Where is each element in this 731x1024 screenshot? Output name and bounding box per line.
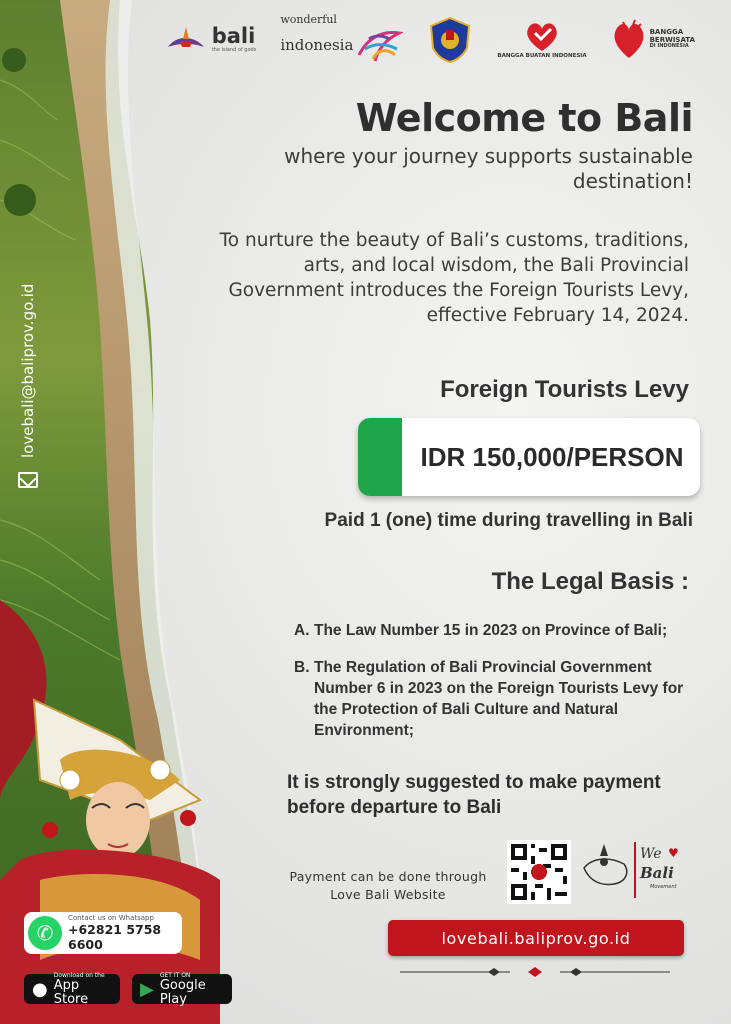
google-play-button[interactable] bbox=[132, 971, 232, 1007]
bali-logo-word: bali bbox=[211, 24, 256, 48]
bbwi-line-3: DI INDONESIA bbox=[649, 43, 689, 50]
levy-title: Foreign Tourists Levy bbox=[440, 376, 689, 403]
bbwi-line-2: BERWISATA bbox=[649, 35, 695, 44]
website-button[interactable]: lovebali.baliprov.go.id bbox=[388, 920, 684, 956]
logo-row bbox=[164, 14, 695, 65]
garuda-swirl-icon bbox=[355, 25, 403, 65]
intro-paragraph: To nurture the beauty of Bali’s customs, traditions, arts, and local wisdom, the Bali Provincial Government introduces the Foreign Tourists Levy, effective February 14, 2024. bbox=[219, 230, 689, 326]
play-icon: ▶ bbox=[140, 978, 154, 1000]
legal-marker: B. bbox=[294, 659, 310, 676]
price-amount: IDR 150,000/PERSON bbox=[420, 441, 684, 472]
divider-ornament bbox=[400, 964, 670, 980]
google-play-small: GET IT ON bbox=[159, 971, 191, 979]
payment-suggestion: It is strongly suggested to make payment before departure to Bali bbox=[287, 772, 661, 818]
payment-text: Payment can be done through Love Bali Website bbox=[289, 869, 487, 902]
legal-list bbox=[294, 620, 704, 757]
subline: where your journey supports sustainable destination! bbox=[284, 144, 693, 193]
whatsapp-number: +62821 5758 6600 bbox=[68, 922, 162, 952]
bbwi-logo bbox=[611, 18, 695, 62]
side-email[interactable] bbox=[16, 268, 40, 498]
wonderful-indonesia-logo bbox=[280, 14, 403, 65]
app-store-button[interactable] bbox=[24, 971, 120, 1007]
bali-logo-tag: the island of gods bbox=[211, 47, 257, 53]
province-emblem bbox=[427, 16, 473, 64]
legal-marker: A. bbox=[294, 622, 310, 639]
rice-terrace-image bbox=[0, 0, 220, 1024]
app-store-small: Download on the bbox=[53, 971, 105, 979]
webali-movement: Movement bbox=[650, 884, 677, 890]
wi-bottom-text: indonesia bbox=[280, 35, 354, 54]
mail-icon bbox=[18, 472, 38, 488]
price-accent-bar bbox=[358, 418, 402, 496]
bali-logo bbox=[164, 25, 257, 55]
legal-item bbox=[294, 620, 704, 641]
google-play-label: Google Play bbox=[159, 977, 206, 1007]
bali-logo-icon bbox=[164, 25, 208, 55]
price-box bbox=[358, 418, 700, 496]
legal-text: The Law Number 15 in 2023 on Province of Bali; bbox=[314, 622, 668, 639]
whatsapp-label: Contact us on Whatsapp bbox=[68, 914, 154, 922]
wi-top-text: wonderful bbox=[280, 13, 337, 26]
heart-stamp-icon bbox=[611, 18, 647, 62]
we-love-bali-logo bbox=[578, 838, 688, 904]
legal-item bbox=[294, 657, 704, 741]
bbi-text: BANGGA BUATAN INDONESIA bbox=[497, 53, 587, 60]
heart-icon: ♥ bbox=[668, 846, 679, 860]
qr-code[interactable] bbox=[507, 840, 571, 904]
bali-map-icon bbox=[578, 838, 634, 904]
apple-icon: ● bbox=[32, 978, 48, 1000]
bbwi-line-1: BANGGA bbox=[649, 28, 684, 37]
legal-title: The Legal Basis : bbox=[491, 568, 689, 595]
qr-code-icon bbox=[507, 840, 571, 904]
paid-note: Paid 1 (one) time during travelling in Bali bbox=[324, 510, 693, 531]
webali-bali: Bali bbox=[640, 864, 674, 882]
headline: Welcome to Bali bbox=[355, 96, 693, 140]
side-email-text: lovebali@baliprov.go.id bbox=[19, 283, 37, 458]
legal-text: The Regulation of Bali Provincial Government Number 6 in 2023 on the Foreign Tourists Levy for the Protection of Bali Culture and Natural Environment; bbox=[314, 659, 684, 739]
whatsapp-contact[interactable] bbox=[24, 912, 182, 954]
app-store-label: App Store bbox=[53, 977, 89, 1007]
emblem-icon bbox=[427, 16, 473, 64]
landscape-illustration bbox=[0, 0, 220, 1024]
bbi-logo bbox=[497, 19, 586, 59]
whatsapp-icon bbox=[28, 916, 62, 950]
webali-we: We bbox=[640, 846, 662, 862]
heart-hand-icon bbox=[523, 19, 561, 53]
